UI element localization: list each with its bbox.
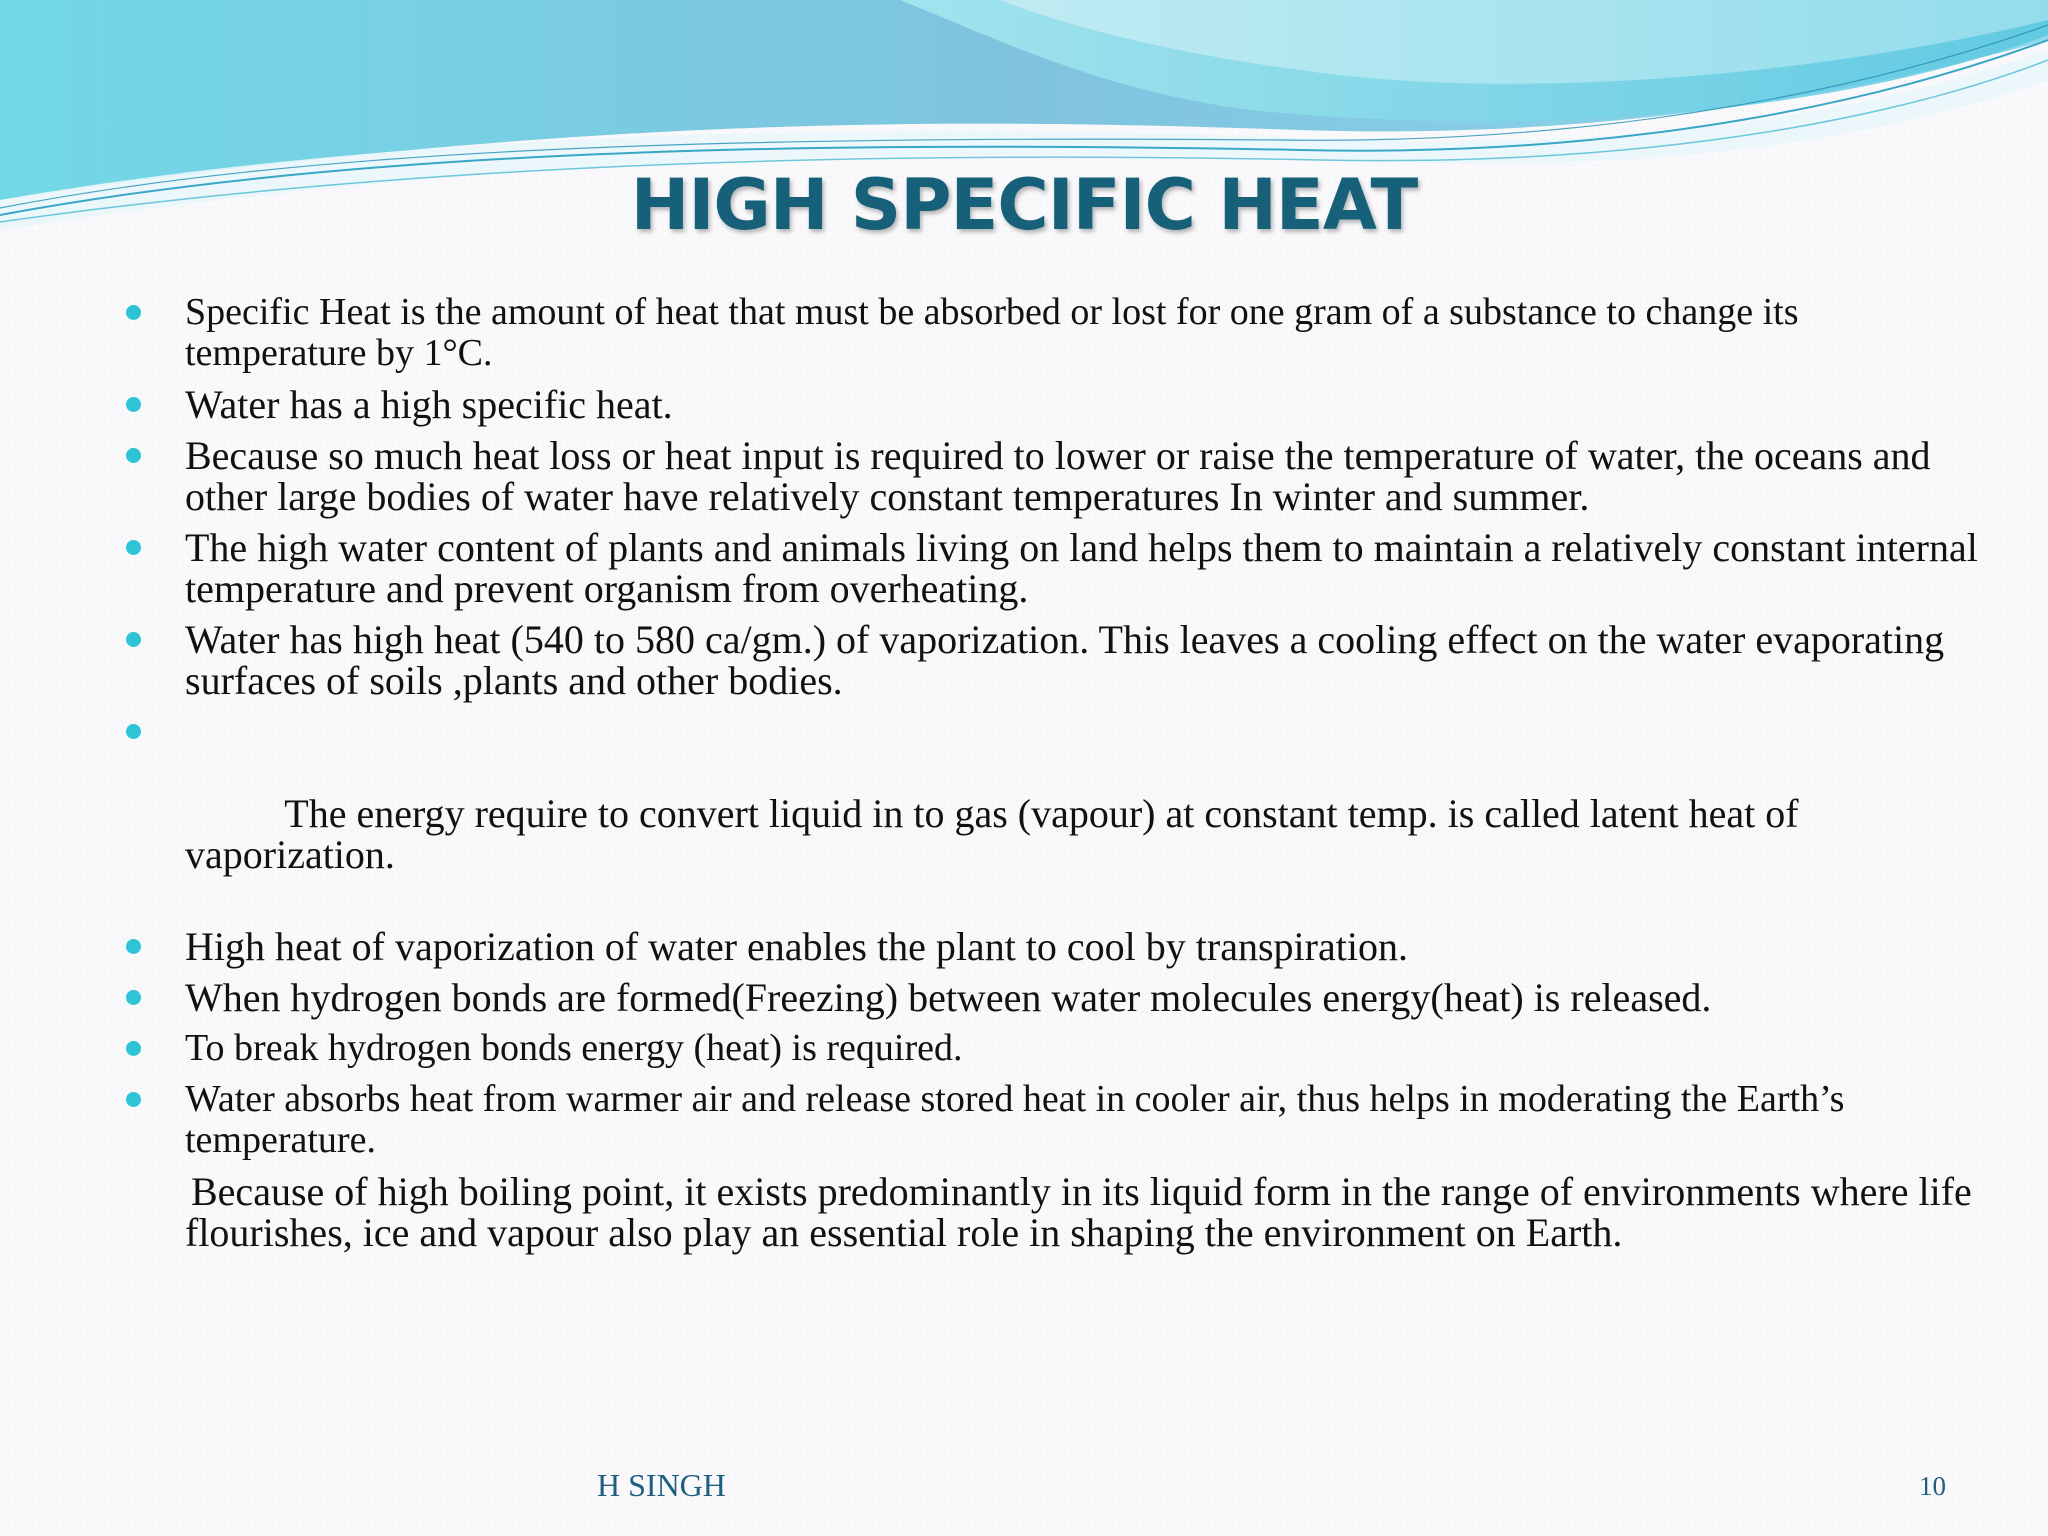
bullet-dot-icon bbox=[126, 448, 141, 463]
page-number: 10 bbox=[1919, 1471, 1946, 1501]
bullet-item bbox=[0, 977, 2048, 1018]
bullet-dot-icon bbox=[126, 939, 141, 954]
slide-title: HIGH SPECIFIC HEAT bbox=[630, 164, 1418, 246]
bullet-dot-icon bbox=[126, 1092, 141, 1107]
bullet-text: Water has high heat (540 to 580 ca/gm.) of vaporization. This leaves a cooling effect on the water evaporating surfaces of soils ,plants and other bodies. bbox=[185, 617, 1945, 703]
bullet-dot-icon bbox=[126, 724, 141, 739]
bullet-item bbox=[0, 292, 2048, 374]
bullet-item bbox=[0, 1028, 2048, 1069]
bullet-text: Water has a high specific heat. bbox=[185, 382, 673, 427]
bullet-dot-icon bbox=[126, 632, 141, 647]
bullet-text: Water absorbs heat from warmer air and release stored heat in cooler air, thus helps in moderating the Earth’s temperature. bbox=[185, 1078, 1845, 1161]
bullet-text: Specific Heat is the amount of heat that must be absorbed or lost for one gram of a substance to change its temperature by 1°C. bbox=[185, 291, 1799, 374]
footer-author: H SINGH bbox=[597, 1467, 726, 1503]
closing-paragraph: Because of high boiling point, it exists predominantly in its liquid form in the range of environments where life flourishes, ice and vapour also play an essential role in shaping the environment on Earth. bbox=[185, 1169, 1972, 1255]
bullet-dot-icon bbox=[126, 397, 141, 412]
bullet-item bbox=[0, 527, 2048, 609]
bullet-item bbox=[0, 619, 2048, 701]
bullet-text: When hydrogen bonds are formed(Freezing) between water molecules energy(heat) is released. bbox=[185, 975, 1712, 1020]
bullet-dot-icon bbox=[126, 1041, 141, 1056]
bullet-item bbox=[0, 1079, 2048, 1161]
bullet-text: High heat of vaporization of water enables the plant to cool by transpiration. bbox=[185, 924, 1408, 969]
bullet-item bbox=[0, 711, 2048, 916]
bullet-item bbox=[0, 435, 2048, 517]
bullet-item bbox=[0, 926, 2048, 967]
bullet-list bbox=[0, 292, 2048, 1161]
bullet-dot-icon bbox=[126, 540, 141, 555]
bullet-item bbox=[0, 384, 2048, 425]
bullet-dot-icon bbox=[126, 305, 141, 320]
bullet-text: To break hydrogen bonds energy (heat) is required. bbox=[185, 1027, 963, 1069]
bullet-text: The energy require to convert liquid in to gas (vapour) at constant temp. is called latent heat of vaporization. bbox=[185, 791, 1809, 877]
bullet-text: Because so much heat loss or heat input is required to lower or raise the temperature of water, the oceans and other large bodies of water have relatively constant temperatures In winter and summer. bbox=[185, 433, 1931, 519]
content-area bbox=[0, 292, 2048, 1292]
bullet-dot-icon bbox=[126, 990, 141, 1005]
bullet-text: The high water content of plants and animals living on land helps them to maintain a relatively constant internal temperature and prevent organism from overheating. bbox=[185, 525, 1978, 611]
